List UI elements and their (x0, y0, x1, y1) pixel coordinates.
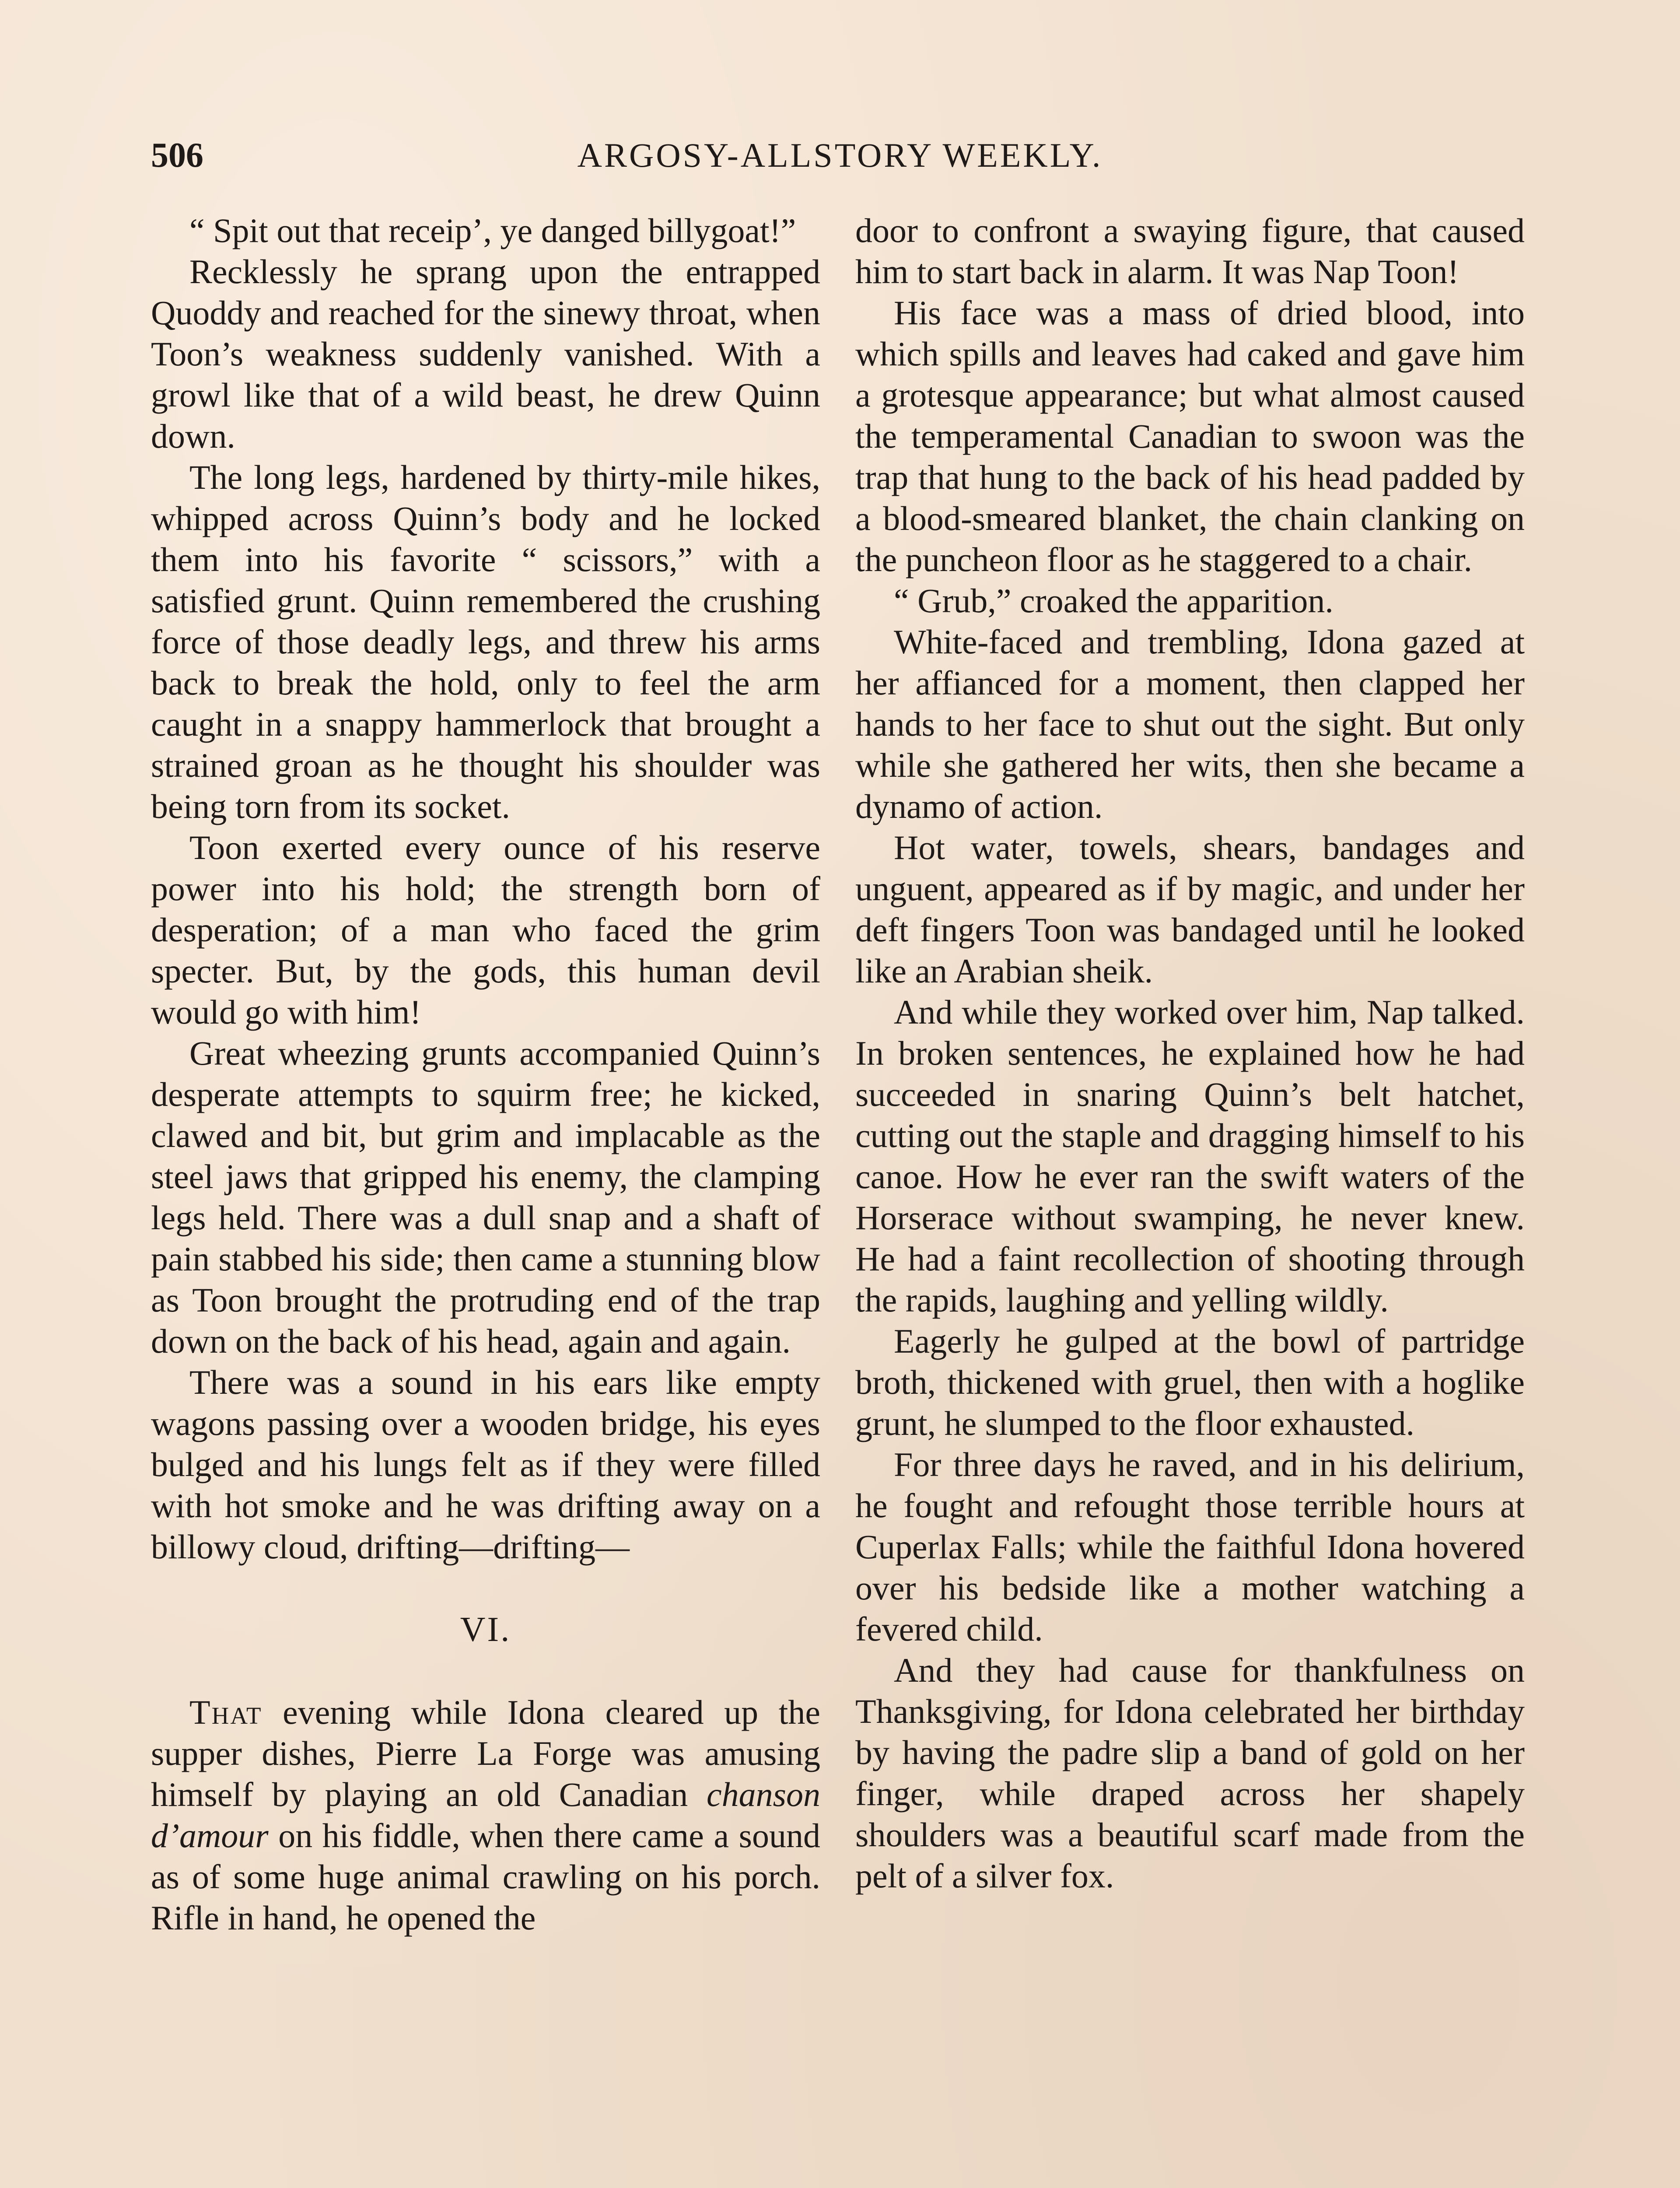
paragraph: The long legs, hardened by thirty-mile hikes, whipped across Quinn’s body and he locked them into his favorite “ scissors,” with a satisfied grunt. Quinn remembered the crushing force of those deadly legs, and threw his arms back to break the hold, only to feel the arm caught in a snappy hammerlock that brought a strained groan as he thought his shoulder was being torn from its socket. (151, 458, 820, 825)
paragraph-text: on his fiddle, when there came a sound as of some huge animal crawling on his porch. Rifle in hand, he opened the (151, 1816, 820, 1937)
paragraph: White-faced and trembling, Idona gazed at her affianced for a moment, then clapped her hands to her face to shut out the sight. But only while she gathered her wits, then she became a dynamo of action. (855, 623, 1525, 825)
paragraph: His face was a mass of dried blood, into which spills and leaves had caked and gave him a grotesque appearance; but what almost caused the temperamental Canadian to swoon was the trap that hung to the back of his head padded by a blood-smeared blanket, the chain clanking on the puncheon floor as he staggered to a chair. (855, 294, 1525, 579)
paragraph: And while they worked over him, Nap talked. In broken sentences, he explained how he had succeeded in snaring Quinn’s belt hatchet, cutting out the staple and dragging himself to his canoe. How he ever ran the swift waters of the Horserace without swamping, he never knew. He had a faint recollection of shooting through the rapids, laughing and yelling wildly. (855, 993, 1525, 1319)
left-column (151, 210, 820, 1939)
paragraph: Hot water, towels, shears, bandages and unguent, appeared as if by magic, and under her deft fingers Toon was bandaged until he looked like an Arabian sheik. (855, 828, 1525, 990)
paragraph: Eagerly he gulped at the bowl of partridge broth, thickened with gruel, then with a hoglike grunt, he slumped to the floor exhausted. (855, 1322, 1525, 1442)
paragraph: Recklessly he sprang upon the entrapped Quoddy and reached for the sinewy throat, when Toon’s weakness suddenly vanished. With a growl like that of a wild beast, he drew Quinn down. (151, 252, 820, 455)
paragraph: For three days he raved, and in his delirium, he fought and refought those terrible hours at Cuperlax Falls; while the faithful Idona hovered over his bedside like a mother watching a fevered child. (855, 1445, 1525, 1648)
paragraph: Great wheezing grunts accompanied Quinn’s desperate attempts to squirm free; he kicked, clawed and bit, but grim and implacable as the steel jaws that gripped his enemy, the clamping legs held. There was a dull snap and a shaft of pain stabbed his side; then came a stunning blow as Toon brought the protruding end of the trap down on the back of his head, again and again. (151, 1034, 820, 1360)
page-header (151, 131, 1529, 179)
paragraph: “ Grub,” croaked the apparition. (894, 582, 1334, 620)
drop-word: That (189, 1693, 262, 1731)
section-heading: VI. (460, 1610, 511, 1649)
right-column (855, 210, 1525, 1897)
paragraph: There was a sound in his ears like empty wagons passing over a wooden bridge, his eyes bulged and his lungs felt as if they were filled with hot smoke and he was drifting away on a billowy cloud, drifting—drifting— (151, 1363, 820, 1566)
paragraph-text: evening while Idona cleared up the supper dishes, Pierre La Forge was amusing himself by playing an old Canadian (151, 1693, 820, 1813)
paragraph: And they had cause for thankfulness on Thanksgiving, for Idona celebrated her birthday by having the padre slip a band of gold on her finger, while draped across her shapely shoulders was a beautiful scarf made from the pelt of a silver fox. (855, 1651, 1525, 1895)
paragraph (151, 1692, 820, 1939)
paragraph: Toon exerted every ounce of his reserve power into his hold; the strength born of desperation; of a man who faced the grim specter. But, by the gods, this human devil would go with him! (151, 828, 820, 1031)
italic-phrase: chanson d’amour (151, 1775, 820, 1855)
page-number: 506 (151, 136, 203, 175)
paragraph: “ Spit out that receip’, ye danged billygoat!” (189, 211, 796, 249)
paragraph: door to confront a swaying figure, that caused him to start back in alarm. It was Nap Toon! (855, 211, 1525, 291)
running-head: ARGOSY-ALLSTORY WEEKLY. (577, 136, 1103, 174)
